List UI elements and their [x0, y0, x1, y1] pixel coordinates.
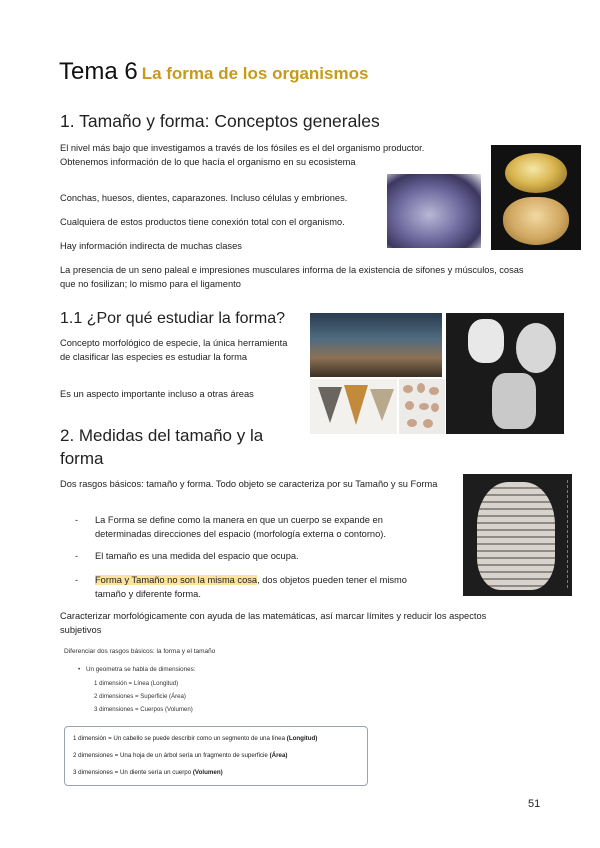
- clam-shell-top: [505, 153, 567, 193]
- list-item: - Forma y Tamaño no son la misma cosa, dos objetos pueden tener el mismo tamaño y diferente forma.: [75, 575, 407, 599]
- section-1-paragraph-1: El nivel más bajo que investigamos a través de los fósiles es el del organismo productor. Obtenemos información de lo que hacía el organismo en su ecosistema: [60, 143, 425, 167]
- slide-box-line: 1 dimensión = Un cabello se puede describir como un segmento de una línea (Longitud): [73, 735, 318, 742]
- slide-box-line: 2 dimensiones = Una hoja de un árbol sería un fragmento de superficie (Área): [73, 752, 288, 759]
- section-1-1-heading: 1.1 ¿Por qué estudiar la forma?: [60, 310, 286, 327]
- section-1-paragraph-3: Cualquiera de estos productos tiene conexión total con el organismo.: [60, 217, 345, 227]
- tema-label: Tema 6: [59, 58, 138, 85]
- clam-shell-bottom: [503, 197, 569, 245]
- trilobite-photo: [463, 474, 572, 596]
- list-item: - La Forma se define como la manera en que un cuerpo se expande en determinadas direcciones del espacio (morfología externa o contorno).: [75, 515, 386, 539]
- bivalve-shell-photo: [387, 174, 481, 248]
- slide-sub-item: 2 dimensiones = Superficie (Área): [94, 693, 186, 700]
- clam-shells-photo: [491, 145, 581, 250]
- dimensions-slide: [60, 642, 370, 790]
- slide-sub-item: 3 dimensiones = Cuerpos (Volumen): [94, 706, 193, 713]
- section-1-paragraph-2: Conchas, huesos, dientes, caparazones. Incluso células y embriones.: [60, 193, 348, 203]
- slide-box-line: 3 dimensiones = Un diente sería un cuerpo (Volumen): [73, 769, 223, 776]
- page-number: 51: [528, 798, 541, 810]
- tema-subtitle: La forma de los organismos: [141, 64, 369, 83]
- small-shells-photo: [399, 379, 445, 434]
- slide-sub-item: 1 dimensión = Línea (Longitud): [94, 680, 179, 687]
- shark-teeth-photo: [310, 379, 397, 434]
- slide-title: Diferenciar dos rasgos básicos: la forma y el tamaño: [64, 648, 216, 655]
- section-1-1-paragraph-2: Es un aspecto importante incluso a otras áreas: [60, 389, 254, 399]
- slide-definition-box: [64, 726, 368, 786]
- section-2-heading: 2. Medidas del tamaño y la forma: [60, 426, 264, 468]
- highlighted-text: Forma y Tamaño no son la misma cosa: [95, 575, 258, 585]
- section-2-intro: Dos rasgos básicos: tamaño y forma. Todo objeto se caracteriza por su Tamaño y su Forma: [60, 479, 438, 489]
- list-item: - El tamaño es una medida del espacio que ocupa.: [75, 551, 299, 561]
- section-1-heading: 1. Tamaño y forma: Conceptos generales: [60, 111, 380, 131]
- fossil-drawings-image: [446, 313, 564, 434]
- page-title: [59, 58, 368, 86]
- section-1-1-paragraph-1: Concepto morfológico de especie, la única herramienta de clasificar las especies es estudiar la forma: [60, 338, 288, 362]
- section-1-paragraph-5: La presencia de un seno paleal e impresiones musculares informa de la existencia de sifones y músculos, cosas que no fosilizan; lo mismo para el ligamento: [60, 265, 524, 289]
- section-2-final-paragraph: Caracterizar morfológicamente con ayuda de las matemáticas, así marcar límites y reducir los aspectos subjetivos: [60, 611, 487, 635]
- fossil-collection-photo: [310, 313, 442, 377]
- section-1-paragraph-4: Hay información indirecta de muchas clases: [60, 241, 242, 251]
- slide-bullet: • Un geometra se habla de dimensiones:: [86, 666, 196, 673]
